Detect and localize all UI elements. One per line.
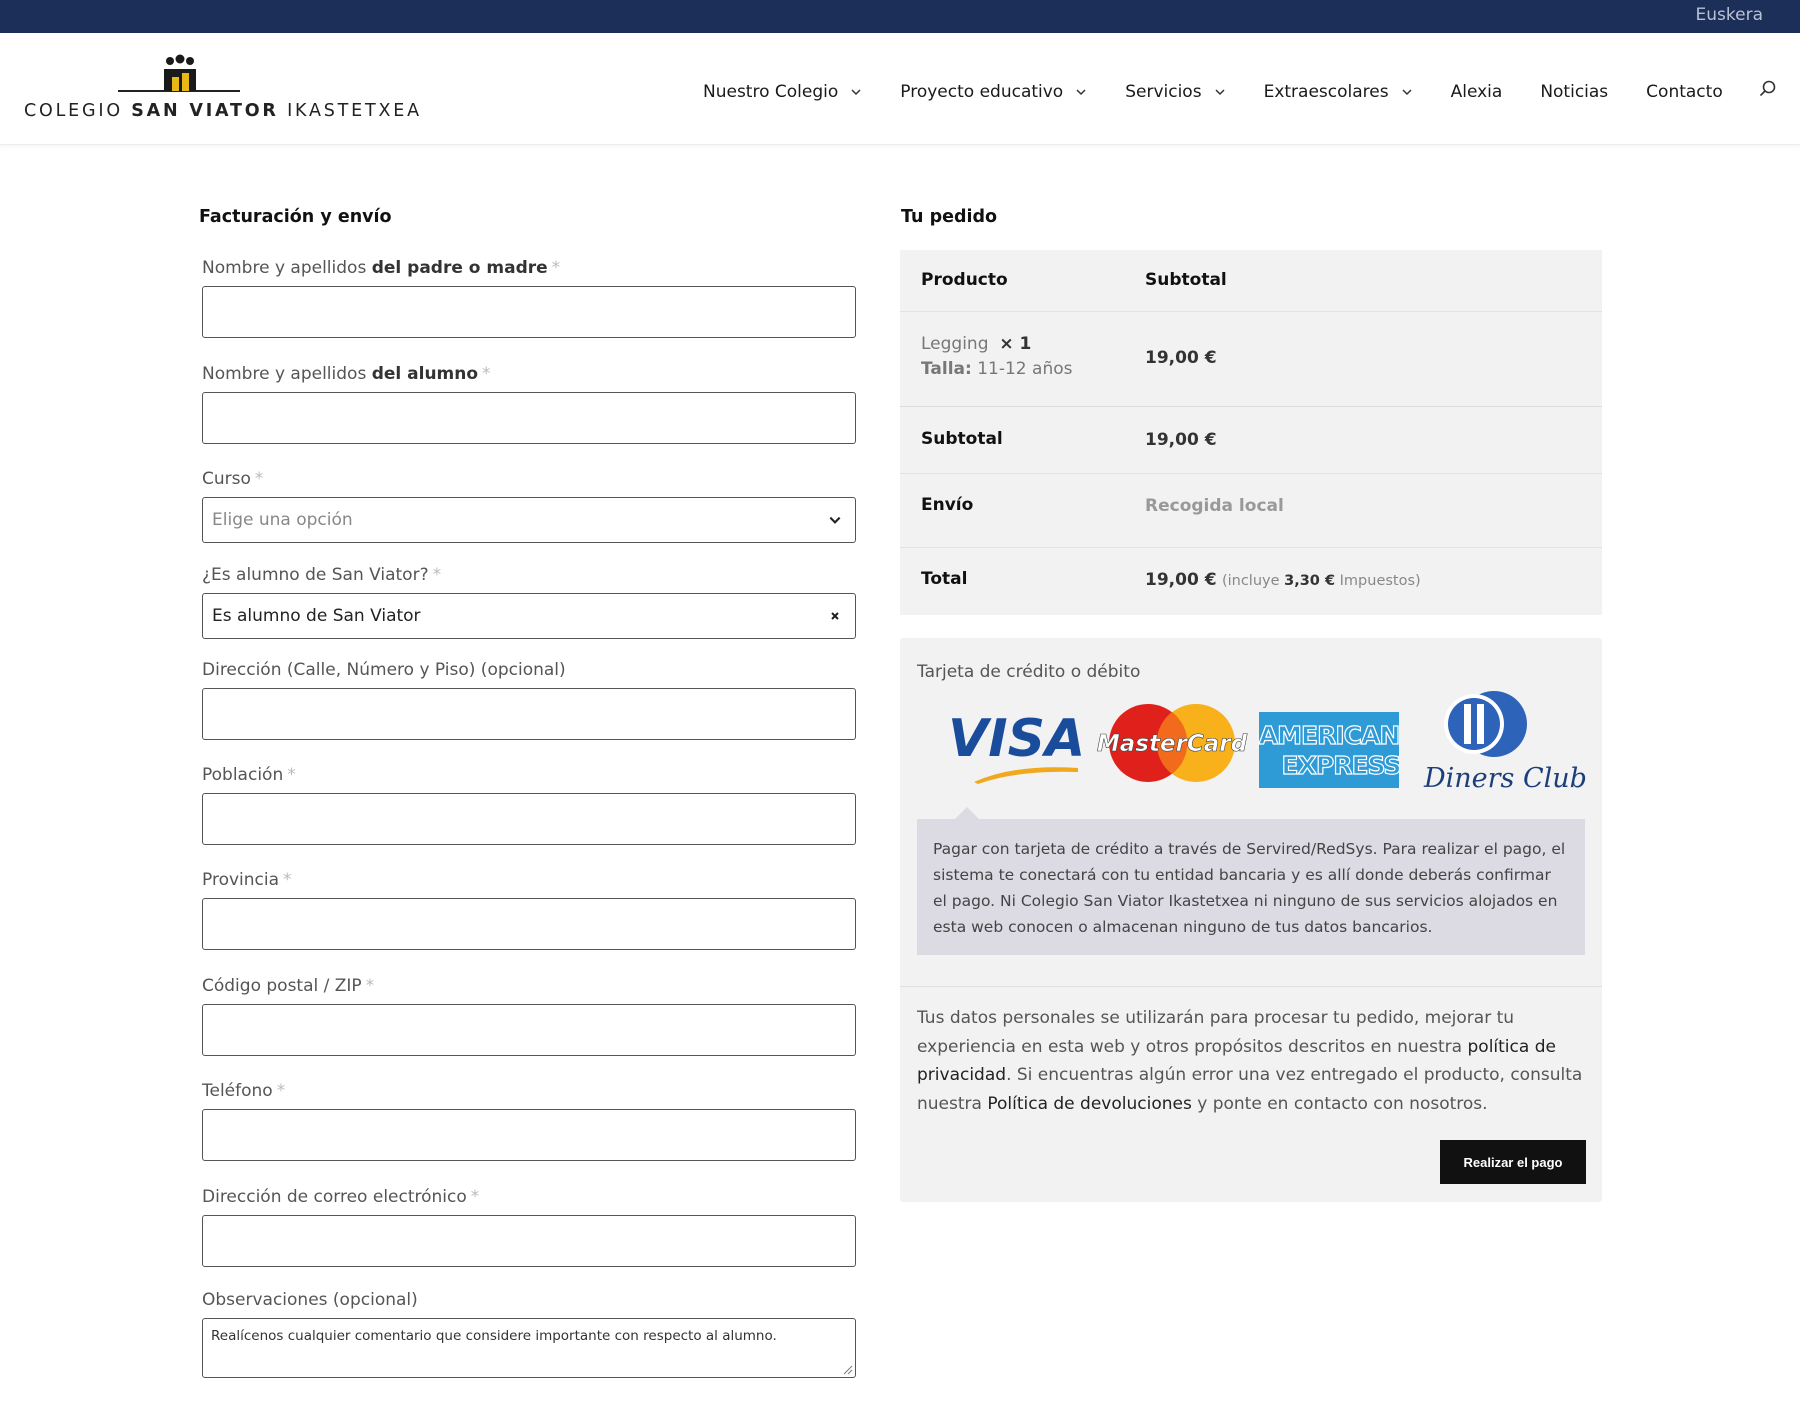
notes-textarea[interactable]: Realícenos cualquier comentario que considere importante con respecto al alumno.: [202, 1318, 856, 1378]
total-row: Total 19,00 € (incluye 3,30 € Impuestos): [921, 569, 1421, 590]
returns-policy-link[interactable]: Política de devoluciones: [987, 1093, 1192, 1114]
email-input[interactable]: [202, 1215, 856, 1267]
svg-text:MasterCard: MasterCard: [1096, 731, 1248, 757]
logo-text: COLEGIO SAN VIATOR IKASTETXEA: [24, 101, 422, 121]
language-link[interactable]: Euskera: [1695, 5, 1763, 25]
course-label: Curso *: [202, 469, 264, 489]
subtotal-row: Subtotal 19,00 €: [900, 407, 1602, 474]
province-label: Provincia *: [202, 870, 292, 890]
nav-servicios[interactable]: Servicios: [1125, 82, 1225, 102]
chevron-down-icon: [1401, 86, 1413, 98]
shipping-row: Envío Recogida local: [900, 474, 1602, 548]
notes-label: Observaciones (opcional): [202, 1290, 418, 1310]
payment-box: [900, 638, 1602, 1202]
nav-alexia[interactable]: Alexia: [1450, 82, 1503, 102]
address-input[interactable]: [202, 688, 856, 740]
is-student-label: ¿Es alumno de San Viator? *: [202, 565, 442, 585]
item-variation: Talla: 11-12 años: [921, 359, 1073, 379]
student-name-label: Nombre y apellidos del alumno *: [202, 364, 491, 384]
resize-handle-icon[interactable]: [841, 1363, 853, 1375]
place-order-button[interactable]: Realizar el pago: [1440, 1140, 1586, 1184]
site-header: [0, 33, 1800, 145]
town-input[interactable]: [202, 793, 856, 845]
subtotal-header: Subtotal: [1145, 270, 1227, 290]
item-price: 19,00 €: [1145, 348, 1217, 368]
privacy-notice: Tus datos personales se utilizarán para procesar tu pedido, mejorar tu experiencia en esta web y otros propósitos descritos en nuestra política de privacidad. Si encuentras algún error una vez entregado el producto, consulta nuestra Política de devoluciones y ponte en contacto con nosotros.: [917, 1008, 1583, 1114]
payment-description: Pagar con tarjeta de crédito a través de Servired/RedSys. Para realizar el pago, el sistema te conectará con tu entidad bancaria y es allí donde deberás confirmar el pago. Ni Colegio San Viator Ikastetxea ni ninguno de sus servicios alojados en esta web conocen o almacenan ninguno de tus datos bancarios.: [917, 819, 1585, 955]
product-header: Producto: [921, 270, 1008, 290]
payment-method-title[interactable]: Tarjeta de crédito o débito: [917, 662, 1141, 682]
town-label: Población *: [202, 765, 296, 785]
order-item-row: [900, 312, 1602, 407]
search-icon[interactable]: [1758, 79, 1778, 99]
chevron-down-icon: [828, 513, 842, 527]
student-name-input[interactable]: [202, 392, 856, 444]
order-title: Tu pedido: [901, 207, 998, 227]
amex-logo-icon: [1259, 712, 1399, 788]
postcode-input[interactable]: [202, 1004, 856, 1056]
total-value: 19,00 € (incluye 3,30 € Impuestos): [1145, 570, 1421, 590]
main-nav: [703, 77, 1761, 107]
parent-name-input[interactable]: [202, 286, 856, 338]
top-bar: [0, 0, 1800, 33]
svg-text:VISA: VISA: [948, 709, 1086, 769]
address-label: Dirección (Calle, Número y Piso) (opcional): [202, 660, 566, 680]
mastercard-logo-icon: [1096, 702, 1248, 784]
parent-name-label: Nombre y apellidos del padre o madre *: [202, 258, 561, 278]
site-logo[interactable]: [24, 55, 422, 140]
phone-input[interactable]: [202, 1109, 856, 1161]
diners-club-logo-icon: [1420, 690, 1587, 794]
chevron-down-icon: [1214, 86, 1226, 98]
billing-title: Facturación y envío: [199, 207, 392, 227]
postcode-label: Código postal / ZIP *: [202, 976, 375, 996]
divider: [900, 986, 1602, 987]
nav-contacto[interactable]: Contacto: [1646, 82, 1723, 102]
svg-text:Diners Club: Diners Club: [1424, 763, 1587, 794]
phone-label: Teléfono *: [202, 1081, 286, 1101]
chevron-down-icon: [850, 86, 862, 98]
subtotal-value: 19,00 €: [1145, 430, 1217, 450]
is-student-select[interactable]: Es alumno de San Viator: [202, 593, 856, 639]
course-select[interactable]: Elige una opción: [202, 497, 856, 543]
province-input[interactable]: [202, 898, 856, 950]
visa-logo-icon: [944, 706, 1084, 786]
chevron-down-icon: [1075, 86, 1087, 98]
nav-nuestro-colegio[interactable]: Nuestro Colegio: [703, 82, 862, 102]
privacy-policy-link[interactable]: política de privacidad: [917, 1036, 1556, 1085]
email-label: Dirección de correo electrónico *: [202, 1187, 480, 1207]
clear-icon[interactable]: [829, 610, 841, 622]
svg-text:AMERICAN: AMERICAN: [1258, 721, 1400, 750]
item-name: Legging × 1: [921, 334, 1032, 354]
nav-noticias[interactable]: Noticias: [1540, 82, 1609, 102]
logo-mark-icon: [116, 55, 266, 95]
order-table: [900, 250, 1602, 615]
nav-extraescolares[interactable]: Extraescolares: [1264, 82, 1413, 102]
order-header-row: [900, 250, 1602, 312]
shipping-value: Recogida local: [1145, 496, 1284, 516]
svg-text:EXPRESS: EXPRESS: [1281, 751, 1401, 780]
nav-proyecto-educativo[interactable]: Proyecto educativo: [900, 82, 1087, 102]
